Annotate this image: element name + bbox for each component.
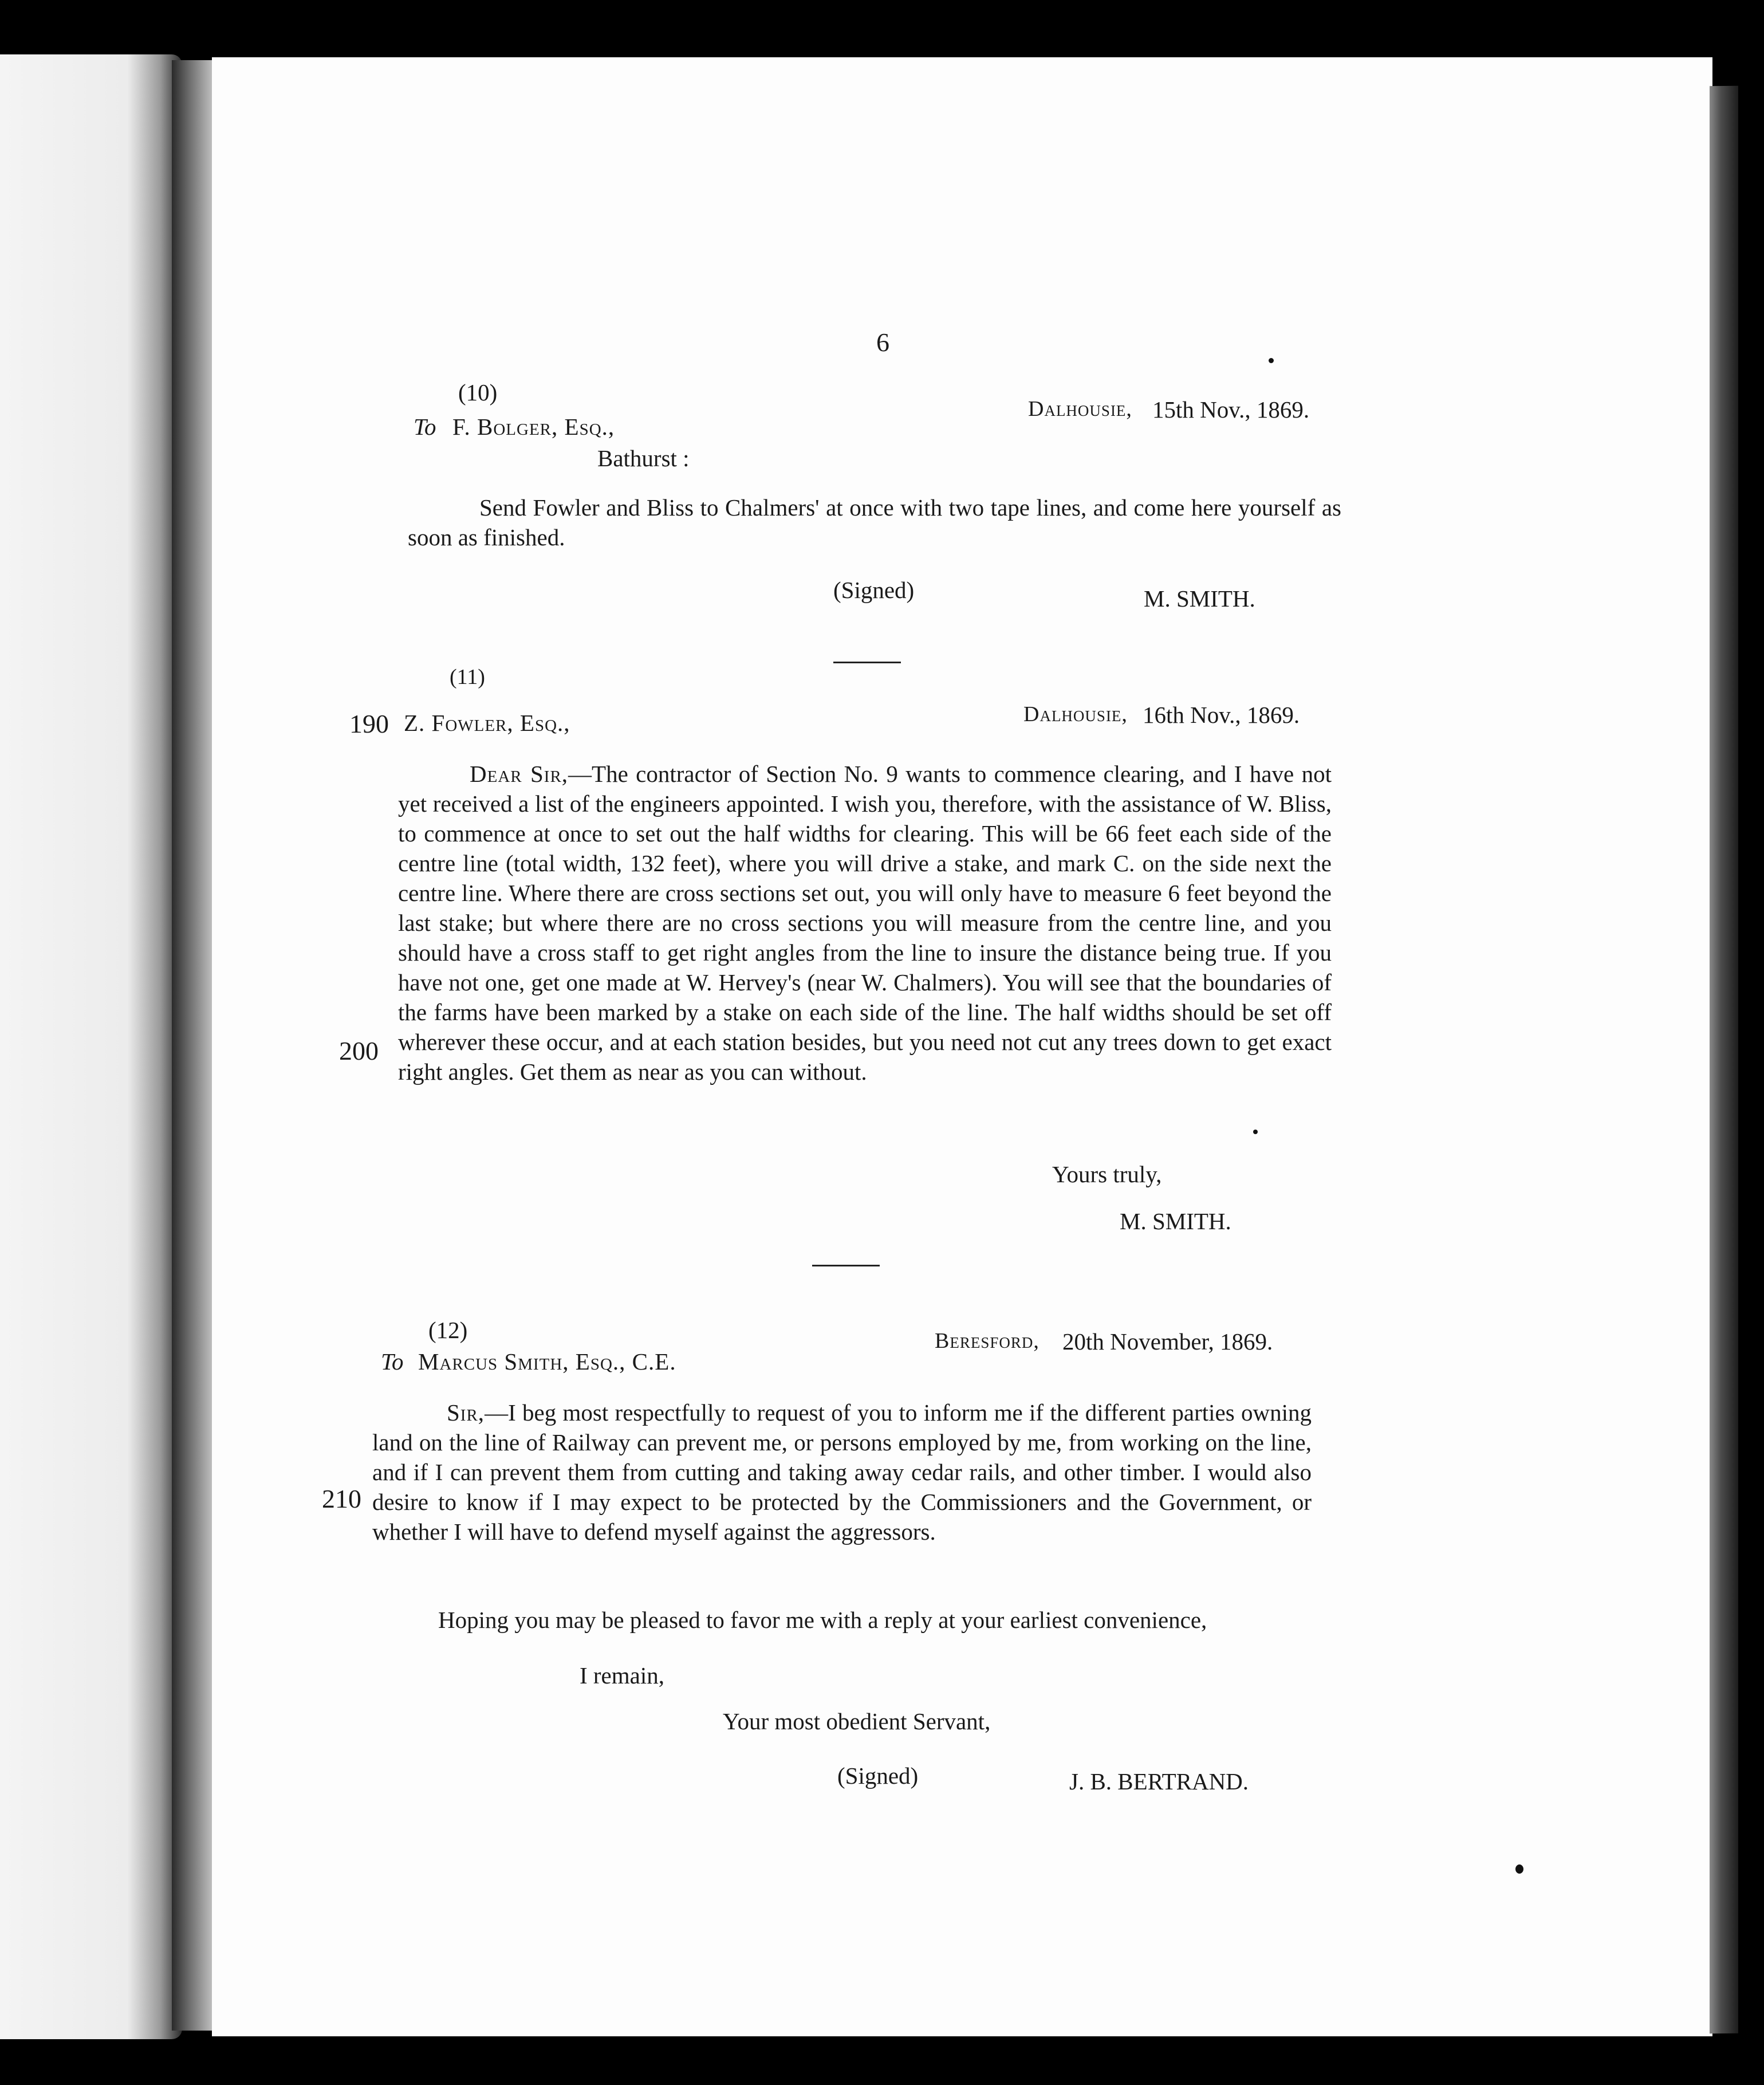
letter-10-dateline-place: Dalhousie, xyxy=(1028,397,1132,421)
letter-12-hoping: Hoping you may be pleased to favor me with a reply at your earliest convenience, xyxy=(438,1607,1207,1633)
letter-11-body-text: —The contractor of Section No. 9 wants to commence clearing, and I have not yet received a list of the engineers appointed. I wish you, therefore, with the assistance of W. Bliss, to commence at once to set out the half widths for clearing. This will be 66 feet each side of the centre line (total width, 132 feet), where you will drive a stake, and mark C. on the side next the centre line. Where there are cross sections set out, you will only have to measure 6 feet beyond the last stake; but where there are no cross sections you will measure from the centre line, and you should have a cross staff to get right angles from the line to insure the distance being true. If you have not one, get one made at W. Hervey's (near W. Chalmers). You will see that the boundaries of the farms have been marked by a stake on each side of the line. The half widths should be set off wherever these occur, and at each station besides, but you need not cut any trees down to get exact right angles. Get them as near as you can without. xyxy=(398,761,1332,1085)
facing-page-edge xyxy=(0,54,182,2039)
letter-12-number: (12) xyxy=(428,1317,468,1343)
letter-12-salutation: Sir, xyxy=(447,1399,485,1426)
letter-10-dateline-date: 15th Nov., 1869. xyxy=(1152,396,1310,423)
letter-12-body xyxy=(372,1398,1312,1547)
section-divider xyxy=(833,662,901,663)
letter-12-body-text: —I beg most respectfully to request of you to inform me if the different parties owning land on the line of Railway can prevent me, or persons employed by me, from working on the line, and if I can prevent them from cutting and taking away cedar rails, and other timber. I would also desire to know if I may expect to be protected by the Commissioners and the Government, or whether I will have to defend myself against the aggressors. xyxy=(372,1399,1312,1545)
page-number: 6 xyxy=(876,328,889,357)
letter-12-remain: I remain, xyxy=(580,1662,664,1689)
section-divider xyxy=(812,1265,880,1266)
letter-11-body xyxy=(398,759,1332,1087)
letter-10-signature: M. SMITH. xyxy=(1144,585,1255,612)
letter-10-number: (10) xyxy=(458,379,498,406)
margin-line-number: 210 xyxy=(322,1484,361,1513)
letter-11-dateline-date: 16th Nov., 1869. xyxy=(1143,702,1300,728)
letter-12-to-prefix: To xyxy=(381,1348,404,1375)
ink-speck xyxy=(1515,1864,1523,1874)
letter-10-body: Send Fowler and Bliss to Chalmers' at once with two tape lines, and come here yourself as soon as finished. xyxy=(408,494,1341,550)
page-stack-edge xyxy=(1710,86,1738,2034)
letter-11-signature: M. SMITH. xyxy=(1120,1208,1231,1234)
margin-line-number: 200 xyxy=(339,1036,379,1065)
letter-12-recipient: Marcus Smith, Esq., C.E. xyxy=(418,1348,676,1375)
margin-line-number: 190 xyxy=(349,709,389,738)
letter-10-signed: (Signed) xyxy=(833,577,915,603)
letter-11-dateline-place: Dalhousie, xyxy=(1023,702,1128,726)
letter-12-servant: Your most obedient Servant, xyxy=(723,1708,991,1734)
letter-10-recipient: F. Bolger, Esq., xyxy=(452,414,615,440)
letter-10-recipient-place: Bathurst : xyxy=(597,445,690,471)
letter-12-dateline-date: 20th November, 1869. xyxy=(1062,1328,1273,1355)
letter-11-closing: Yours truly, xyxy=(1052,1161,1162,1187)
letter-11-recipient: Z. Fowler, Esq., xyxy=(404,710,570,736)
book-gutter xyxy=(172,60,212,2031)
ink-speck xyxy=(1253,1130,1258,1134)
letter-12-dateline-place: Beresford, xyxy=(935,1329,1040,1353)
letter-10-to-prefix: To xyxy=(414,414,436,440)
letter-11-salutation: Dear Sir, xyxy=(470,761,569,787)
letter-12-signature: J. B. BERTRAND. xyxy=(1069,1768,1249,1795)
ink-speck xyxy=(1269,358,1274,363)
letter-12-signed: (Signed) xyxy=(837,1763,919,1789)
letter-11-number: (11) xyxy=(450,665,485,689)
